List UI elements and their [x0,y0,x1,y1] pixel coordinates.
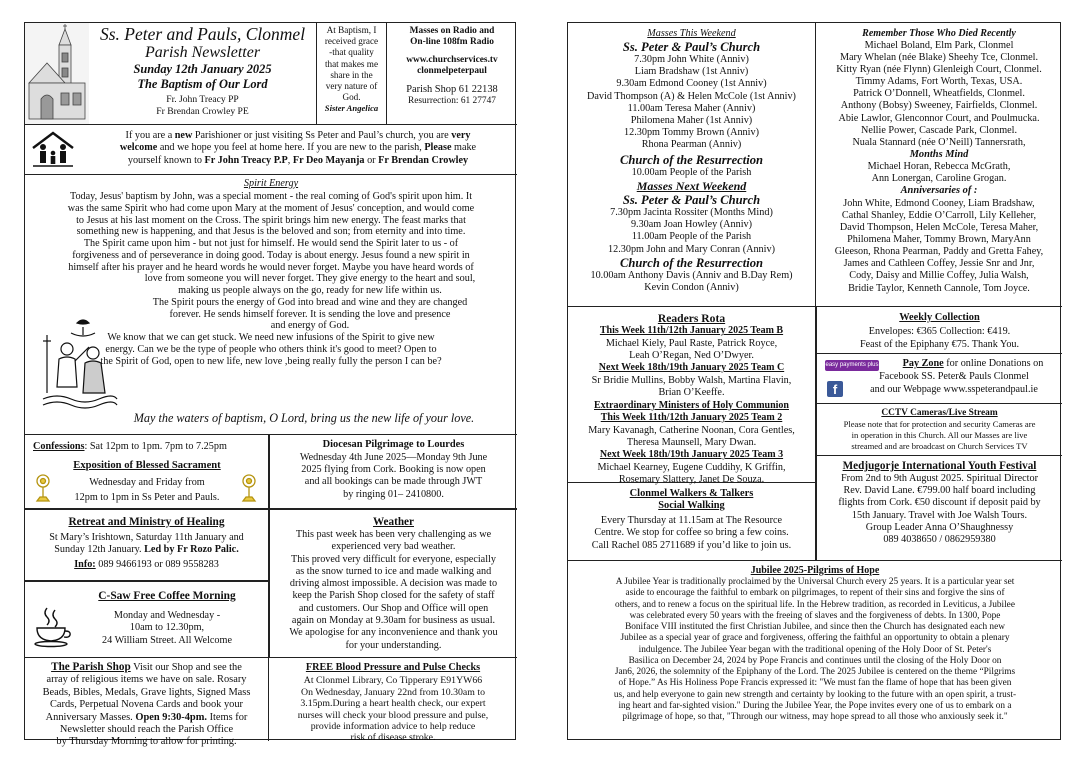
deceased-name: Mary Whelan (née Blake) Sheehy Tce, Clonmel. [839,52,1039,64]
payzone-line-2: Facebook SS. Peter& Pauls Clonmel [879,371,1029,382]
walkers-subtitle: Social Walking [658,500,725,512]
reader-names: Michael Kiely, Paul Raste, Patrick Royce, [605,337,778,349]
deceased-name: Michael Boland, Elm Park, Clonmel [864,40,1014,51]
masses-next-list [568,207,815,256]
walkers-text [568,515,815,552]
collection-title: Weekly Collection [899,312,980,323]
jubilee-line: Jubilee as a special year of grace and forgiveness, offering the faithful an opportunity to obtain a plenary [620,633,1010,644]
church-resurrection-next: Church of the Resurrection [619,255,764,270]
resurrection-next-list [568,270,815,294]
em-next-title: Next Week 18th/19th January 2025 Team 3 [599,449,784,461]
left-page [24,22,516,748]
deceased-name: Timmy Adams, Fort Worth, Texas, USA. [855,76,1023,88]
quote-lines [317,25,386,103]
weather-line: experienced very bad weather. [331,541,456,553]
exposition-line-1: Wednesday and Friday from [89,477,205,488]
walkers-box [568,483,816,561]
church-image-box [25,23,89,124]
jubilee-box [568,561,1062,741]
anniversaries-title: Anniversaries of : [900,185,978,197]
coffee-title: C-Saw Free Coffee Morning [98,590,236,602]
lourdes-title: Diocesan Pilgrimage to Lourdes [322,439,465,450]
church-peter-paul: Ss. Peter & Paul’s Church [622,40,761,54]
jubilee-line: pilgrimage of hope, so that, "Through our witness, may hope spread to all those who anxiously seek it." [622,712,1008,722]
blood-line: On Wednesday, January 22nd from 10.30am to [301,686,485,698]
weather-line: again on Monday at 9.30am for business as usual. [291,615,496,627]
weather-text [270,529,517,652]
jubilee-line: us, and help everyone to gain new strength and certainty by looking to the future with an open spirit, a trust- [613,689,1017,700]
resurrection-this: 10.00am People of the Parish [631,166,752,178]
mass-intention: 11.00am Teresa Maher (Anniv) [627,102,756,114]
deceased-name: Kitty Ryan (née Flynn) Glenleigh Court, Clonmel. [836,64,1042,76]
blood-line: At Clonmel Library, Co Tipperary E91YW66 [303,675,483,687]
spirit-line: The Spirit pours the energy of God into bread and wine and they are changed [152,296,468,308]
quote-line: -that quality [329,47,374,58]
spirit-line: We know that we can get stuck. We need new infusions of the Spirit to give new [107,332,435,343]
mass-intention: David Thompson (A) & Helen McCole (1st Anniv) [587,90,796,102]
weather-line: as the snow turned to ice and made walking and [295,565,492,577]
blood-text [269,675,517,743]
priest-1: Fr. John Treacy PP [166,94,239,105]
spirit-line: making us people always on the go, ready for new life within us. [178,285,442,296]
masses-this-list [568,54,815,152]
cctv-title: CCTV Cameras/Live Stream [881,408,998,418]
quote-line: share in the [330,69,373,80]
jubilee-line: indulgence. The Jubilee Year began with the traditional opening of the Holy Door of St. Peter's [638,644,992,655]
welcome-box [25,124,517,175]
medjugorje-box [816,456,1062,561]
medjugorje-line: Rev. David Lane. €799.00 half board including [843,485,1036,497]
medjugorje-title: Medjugorje International Youth Festival [842,460,1037,472]
welcome-text: If you are a new Parishioner or just visiting Ss Peter and Paul’s church, you are very welcome and we hope you feel at home here. If you are new to the parish, Please make yourself known to Fr John Treacy P.P, Fr Deo Mayanja or Fr Brendan Crowley [119,130,477,166]
medjugorje-line: 089 4038650 / 0862959380 [883,534,996,546]
masses-this-title: Masses This Weekend [647,28,736,39]
mass-intention: Rhona Pearman (Anniv) [641,139,742,151]
spirit-line: himself after his prayer and he heard words he would never forget. Maybe you have heard words of [68,261,474,273]
anniversary-names: Bridie Taylor, Kenneth Cannole, Tom Joyce. [848,282,1030,294]
deceased-name: Nellie Power, Cascade Park, Clonmel. [860,124,1018,136]
blood-line: 3.15pm.During a heart health check, our expert [300,698,486,710]
walkers-title: Clonmel Walkers & Talkers [629,488,754,499]
spirit-line: Today, Jesus' baptism by John, was a special moment - the real coming of God's spirit upon him. It [69,191,473,202]
weather-line: driving almost impossible. A decision was made to [289,578,498,590]
healing-title: Retreat and Ministry of Healing [68,516,225,528]
payzone-line-3[interactable]: and our Webpage www.sspeterandpaul.ie [870,384,1038,395]
newsletter-date: Sunday 12th January 2025 [133,62,272,76]
healing-info: Info: 089 9466193 or 089 9558283 [74,558,219,570]
spirit-line: something new is happening, and that Jesus is the beloved and son; from eternity and into time. [76,226,466,238]
feast-title: The Baptism of Our Lord [137,77,268,91]
monstrance-icon-right [239,471,259,503]
remember-list [816,40,1062,149]
jubilee-line: Boniface VIII instituted the first Christian Jubilee, and since then the Church has designated each new [625,622,1005,632]
deceased-name: Anthony (Bobsy) Sweeney, Fairfields, Clonmel. [840,100,1038,112]
em-this-title: This Week 11th/12th January 2025 Team 2 [600,412,783,424]
remember-title: Remember Those Who Died Recently [862,28,1016,39]
family-icon [31,130,75,170]
church-icon [25,23,89,124]
mass-intention: 7.30pm Jacinta Rossiter (Months Mind) [610,207,773,219]
exposition-line-2: 12pm to 1pm in Ss Peter and Pauls. [74,492,220,503]
healing-line-2: Sunday 12th January. Led by Fr Rozo Palic. [54,544,239,556]
coffee-line: 24 William Street. All Welcome [102,634,232,646]
spirit-text [29,191,513,367]
mass-intention: 12.30pm Tommy Brown (Anniv) [624,127,759,139]
remember-box [816,23,1062,306]
spirit-line: love from someone you will never forget. They give energy to the heart and soul, [144,273,476,285]
lourdes-line: by ringing 01– 2410800. [343,488,444,500]
weather-line: This past week has been very challenging as we [295,529,492,540]
medjugorje-line: 15th January. Travel with Joe Walsh Tours. [851,509,1028,521]
radio-title-2: On-line 108fm Radio [410,37,494,48]
masses-box [568,23,816,306]
quote-line: At Baptism, I [326,25,377,35]
anniversary-names: Cathal Shanley, Eddie O’Carroll, Lily Kelleher, [841,209,1037,221]
medjugorje-line: Group Leader Anna O’Shaughnessy [865,521,1014,533]
anniversary-names: John White, Edmond Cooney, Liam Bradshaw, [843,197,1035,209]
exposition-title: Exposition of Blessed Sacrament [73,460,221,471]
mass-intention: Liam Bradshaw (1st Anniv) [634,66,749,78]
readers-title: Readers Rota [657,312,726,325]
blood-line: nurses will check your blood pressure and pulse, [297,709,489,721]
jubilee-line: was celebrated every 50 years with the freeing of slaves and the forgiveness of debts. In 1300, Pope [629,610,1001,621]
medjugorje-line: From 2nd to 9th August 2025. Spiritual Director [841,473,1038,484]
months-mind-list [816,161,1062,185]
walkers-line: Every Thursday at 11.15am at The Resource [600,514,783,526]
mass-intention: 9.30am Edmond Cooney (1st Anniv) [616,78,767,90]
minister-names: Rosemary Slattery, Janet De Souza. [618,474,765,486]
radio-info [387,23,517,124]
spirit-line: energy. Can we be the type of people who others think it's good to meet? Open to [105,343,437,355]
quote-line: very nature of [325,81,378,92]
healing-line-1: St Mary’s Irishtown, Saturday 11th January and [49,532,244,543]
parish-title: Ss. Peter and Pauls, Clonmel [99,24,306,44]
readers-this-list [568,338,815,363]
quote-line: that makes me [324,58,379,69]
collection-box [816,306,1062,354]
minister-names: Mary Kavanagh, Catherine Noonan, Cora Gentles, [588,424,795,436]
readers-box [568,306,816,486]
weather-line: for your understanding. [345,639,442,651]
anniversary-names: Philomena Maher, Tommy Brown, MaryAnn [847,234,1031,246]
payzone-badge: easy payments plus [825,360,879,371]
coffee-line: 10am to 12.30pm, [129,622,205,634]
spirit-line: the Spirit of God, open to new life, new love ,being really fully the person I can be? [100,355,442,367]
anniversary-names: Gleeson, Rhona Pearman, Paddy and Gretta Fahey, [834,246,1044,258]
walkers-line: Call Rachel 085 2711689 if you’d like to join us. [591,539,792,551]
coffee-box [25,581,269,658]
radio-url-1[interactable]: www.churchservices.tv [406,54,498,65]
masses-next-title: Masses Next Weekend [636,179,747,194]
confessions-line: Confessions: Sat 12pm to 1pm. 7pm to 7.25pm [33,441,227,452]
weather-line: This proved very difficult for everyone, especially [291,553,496,565]
church-resurrection: Church of the Resurrection [619,152,764,167]
radio-url-2[interactable]: clonmelpeterpaul [417,66,487,77]
jubilee-line: aside to encourage the faithful to embark on pilgrimages, to repent of their sins and forgive the sins of [625,588,1005,599]
lourdes-line: 2025 flying from Cork. Booking is now open [301,464,486,475]
anniversary-names: James and Cathleen Coffey, Jessie Snr and Jnr, [843,258,1035,270]
mass-intention: Kevin Condon (Anniv) [644,282,739,294]
payzone-box [816,354,1062,404]
mass-intention: 11.00am People of the Parish [631,231,752,243]
mass-intention: 9.30am Joan Howley (Anniv) [630,219,753,231]
jubilee-title: Jubilee 2025-Pilgrims of Hope [750,565,880,576]
jubilee-text [568,577,1062,723]
jubilee-line: Basilica on December 24, 2024 by Pope Francis and continues until the closing of the Holy Door on [628,655,1002,666]
resurrection-phone: Resurrection: 61 27747 [407,95,496,106]
reader-names: Leah O’Regan, Ned O’Dwyer. [629,349,754,361]
readers-this-title: This Week 11th/12th January 2025 Team B [599,325,784,336]
priest-2: Fr Brendan Crowley PE [156,105,249,117]
jubilee-line: others, and to renew a focus on the spiritual life. In the Hebrew tradition, as recorded in Leviticus, a Jubilee [615,599,1015,610]
church-peter-paul-next: Ss. Peter & Paul’s Church [622,193,761,208]
blood-title: FREE Blood Pressure and Pulse Checks [305,662,481,673]
coffee-line: Monday and Wednesday - [113,610,221,621]
newsletter-subtitle: Parish Newsletter [144,44,261,61]
deceased-name: Nuala Stannard (née O’Neill) Tannersrath, [852,136,1026,148]
spirit-title: Spirit Energy [243,178,299,189]
medjugorje-line: flights from Cork. €50 discount if deposit paid by [838,497,1041,509]
jubilee-line: A Jubilee Year is traditionally proclaimed by the Universal Church every 25 years. It is a particular year set [615,577,1015,587]
cctv-line: streamed and are broadcast on Church Services TV [851,440,1028,451]
spirit-closing: May the waters of baptism, O Lord, bring us the new life of your love. [133,411,475,425]
anniversaries-list [816,198,1062,295]
spirit-line: was the same Spirit who had come upon Mary at the moment of Jesus' conception, and would come [67,202,475,214]
reader-names: Brian O’Keeffe. [658,387,725,399]
months-mind-name: Ann Lonergan, Caroline Grogan. [871,173,1007,185]
em-title: Extraordinary Ministers of Holy Communion [594,399,789,411]
spirit-line: forgiveness and of perseverance in doing good. Today is about energy. Jesus found a new spirit in [72,249,470,261]
weather-title: Weather [372,516,414,528]
lourdes-box [269,434,517,509]
walkers-line: Centre. We stop for coffee so bring a few coins. [594,527,789,539]
collection-line-2: Feast of the Epiphany €75. Thank You. [859,338,1020,350]
deceased-name: Patrick O’Donnell, Wheatfields, Clonmel. [853,88,1025,100]
quote-author: Sister Angelica [324,103,379,114]
medjugorje-text [817,473,1062,546]
healing-box [25,509,269,581]
mass-intention: Philomena Maher (1st Anniv) [630,115,753,127]
mass-intention: 7.30pm John White (Anniv) [634,54,749,65]
cctv-text [817,419,1062,451]
months-mind-title: Months Mind [909,148,969,160]
collection-line-1: Envelopes: €365 Collection: €419. [868,326,1011,338]
monstrance-icon-left [33,471,53,503]
shop-text: The Parish Shop Visit our Shop and see the array of religious items we have on sale. Rosary Beads, Bibles, Medals, Grave lights, Signed Mass Cards, Perpetual Novena Cards and book your Anniversary Masses. Open 9:30-4pm. Items for Newsletter should reach the Parish Office by Thursday Morning to allow for printing. [42,661,251,748]
lourdes-text [270,452,517,502]
em-this-list [568,425,815,450]
readers-next-title: Next Week 18th/19th January 2025 Team C [598,362,785,374]
mass-intention: 10.00am Anthony Davis (Anniv and B.Day Rem) [590,269,793,281]
coffee-text [65,610,269,647]
readers-next-list [568,375,815,400]
spirit-line: The Spirit came upon him - but not just for himself. He would send the Spirit later to us - of [83,238,459,249]
shop-phone: Parish Shop 61 22138 [406,83,498,95]
blood-line: risk of disease stroke. [350,732,436,744]
minister-names: Theresa Maunsell, Mary Dwan. [626,437,757,449]
cctv-line: Please note that for protection and security Cameras are [843,419,1036,430]
baptism-quote [317,23,387,124]
blood-pressure-box [269,658,517,744]
cctv-box [816,404,1062,456]
confessions-box [25,434,269,509]
quote-line: God. [342,92,361,103]
blood-line: provide information advice to help reduce [310,721,476,733]
lourdes-line: and all bookings can be made through JWT [304,476,483,488]
jubilee-line: ing heart and far-sighted vision." During the Jubilee Year, the Pope invites every one of us to embark on a [618,700,1012,711]
anniversary-names: Cody, Daisy and Millie Coffey, Julia Walsh, [849,270,1029,282]
lourdes-line: Wednesday 4th June 2025—Monday 9th June [299,451,488,463]
radio-title-1: Masses on Radio and [409,26,495,36]
cctv-line: in operation in this Church. All our Masses are live [851,430,1028,440]
facebook-icon[interactable]: f [827,381,843,397]
jubilee-line: of Hope.” As His Holiness Pope Francis expressed it: "We must fan the flame of hope that has been given [618,678,1012,689]
spirit-energy-article [25,175,517,434]
weather-line: keep the Parish Shop closed for the safety of staff [292,590,495,602]
spirit-line: forever. He sends himself forever. It is sending the love and presence [169,308,451,320]
newsletter-header [89,23,317,124]
parish-shop-box [25,658,269,748]
spirit-line: and energy of God. [270,320,350,332]
weather-line: and customers. Our Shop and Office will open [298,602,489,614]
mass-intention: 12.30pm John and Mary Conran (Anniv) [608,243,775,255]
weather-box [269,509,517,658]
spirit-line: to Jesus at his last moment on the Cross. The spirit brings him new energy. The feast marks that [76,214,466,226]
jubilee-line: Jan6, 2026, the solemnity of the Epiphany of the Lord. The 2025 Jubilee is centered on the theme “Pilgrims [614,667,1016,677]
deceased-name: Abie Lawlor, Glenconnor Court, and Poulmucka. [838,112,1040,124]
months-mind-name: Michael Horan, Rebecca McGrath, [867,161,1011,173]
reader-names: Sr Bridie Mullins, Bobby Walsh, Martina Flavin, [591,374,792,386]
quote-line: received grace [324,36,379,47]
minister-names: Michael Kearney, Eugene Cuddihy, K Griffin, [597,461,786,473]
weather-line: We apologise for any inconvenience and thank you [289,627,498,639]
anniversary-names: David Thompson, Helen McCole, Teresa Maher, [839,222,1039,234]
right-page [567,22,1061,740]
payzone-text: Pay Zone for online Donations on [902,358,1044,369]
